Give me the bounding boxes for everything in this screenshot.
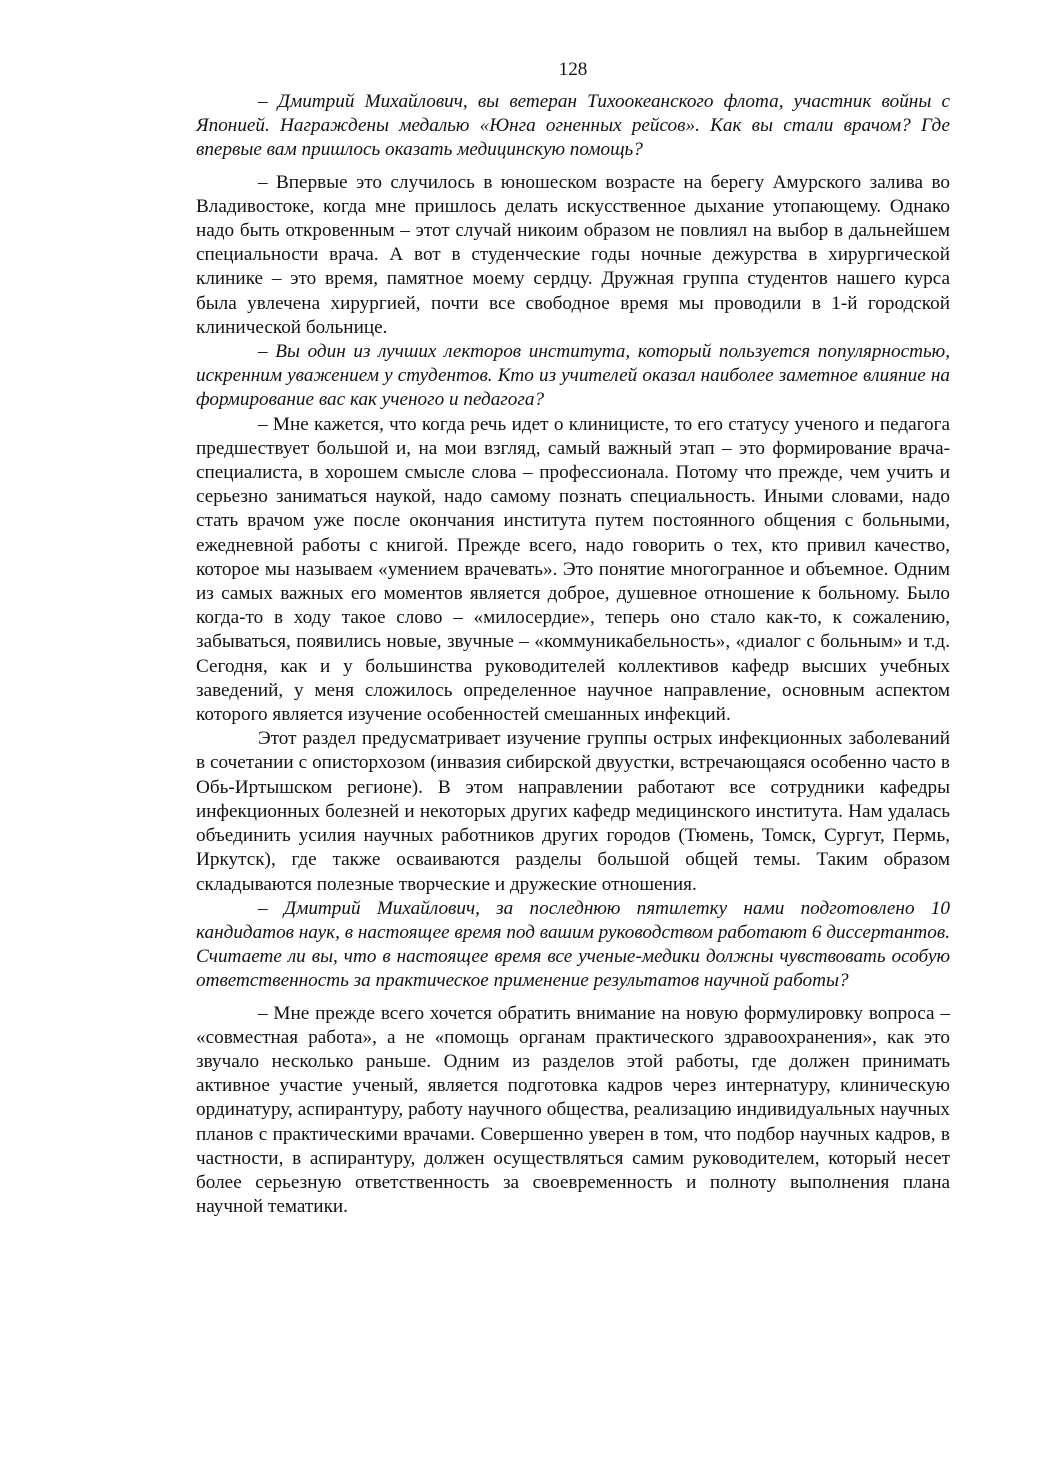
document-page	[196, 58, 950, 1219]
page-number: 128	[558, 59, 588, 80]
interview-question-3: – Дмитрий Михайлович, за последнюю пятилетку нами подготовлено 10 кандидатов наук, в настоящее время под вашим руководством работают 6 диссертантов. Считаете ли вы, что в настоящее время все ученые-медики должны чувствовать особую ответственность за практическое применение результатов научной работы?	[196, 897, 950, 992]
interview-answer-1: – Впервые это случилось в юношеском возрасте на берегу Амурского залива во Владивостоке, когда мне пришлось делать искусственное дыхание утопающему. Однако надо быть откровенным – этот случай никоим образом не повлиял на выбор в дальнейшем специальности врача. А вот в студенческие годы ночные дежурства в хирургической клинике – это время, памятное моему сердцу. Дружная группа студентов нашего курса была увлечена хирургией, почти все свободное время мы проводили в 1-й городской клинической больнице.	[196, 171, 950, 338]
interview-answer-2: – Мне кажется, что когда речь идет о клиницисте, то его статусу ученого и педагога предшествует большой и, на мои взгляд, самый важный этап – это формирование врача-специалиста, в хорошем смысле слова – профессионала. Потому что прежде, чем учить и серьезно заниматься наукой, надо самому познать специальность. Иными словами, надо стать врачом уже после окончания института путем постоянного общения с больными, ежедневной работы с книгой. Прежде всего, надо говорить о тех, кто привил качество, которое мы называем «умением врачевать». Это понятие многогранное и объемное. Одним из самых важных его моментов является доброе, душевное отношение к больному. Было когда-то в ходу такое слово – «милосердие», теперь оно стало как-то, к сожалению, забываться, появились новые, звучные – «коммуникабельность», «диалог с больным» и т.д. Сегодня, как и у большинства руководителей коллективов кафедр высших учебных заведений, у меня сложилось определенное научное направление, основным аспектом которого является изучение особенностей смешанных инфекций.	[196, 413, 950, 726]
interview-answer-3: – Мне прежде всего хочется обратить внимание на новую формулировку вопроса – «совместная работа», а не «помощь органам практического здравоохранения», как это звучало несколько раньше. Одним из разделов этой работы, где должен принимать активное участие ученый, является подготовка кадров через интернатуру, клиническую ординатуру, аспирантуру, работу научного общества, реализацию индивидуальных научных планов с практическими врачами. Совершенно уверен в том, что подбор научных кадров, в частности, в аспирантуру, должен осуществляться самим руководителем, который несет более серьезную ответственность за своевременность и полноту выполнения плана научной тематики.	[196, 1002, 950, 1218]
interview-question-2: – Вы один из лучших лекторов института, который пользуется популярностью, искренним уважением у студентов. Кто из учителей оказал наиболее заметное влияние на формирование вас как ученого и педагога?	[196, 341, 950, 411]
interview-question-1: – Дмитрий Михайлович, вы ветеран Тихоокеанского флота, участник войны с Японией. Награждены медалью «Юнга огненных рейсов». Как вы стали врачом? Где впервые вам пришлось оказать медицинскую помощь?	[196, 91, 950, 161]
interview-answer-2-continued: Этот раздел предусматривает изучение группы острых инфекционных заболеваний в сочетании с описторхозом (инвазия сибирской двуустки, встречающаяся особенно часто в Обь-Иртышском регионе). В этом направлении работают все сотрудники кафедры инфекционных болезней и некоторых других кафедр медицинского института. Нам удалась объединить усилия научных работников других городов (Тюмень, Томск, Сургут, Пермь, Иркутск), где также осваиваются разделы большой общей темы. Таким образом складываются полезные творческие и дружеские отношения.	[196, 728, 950, 895]
